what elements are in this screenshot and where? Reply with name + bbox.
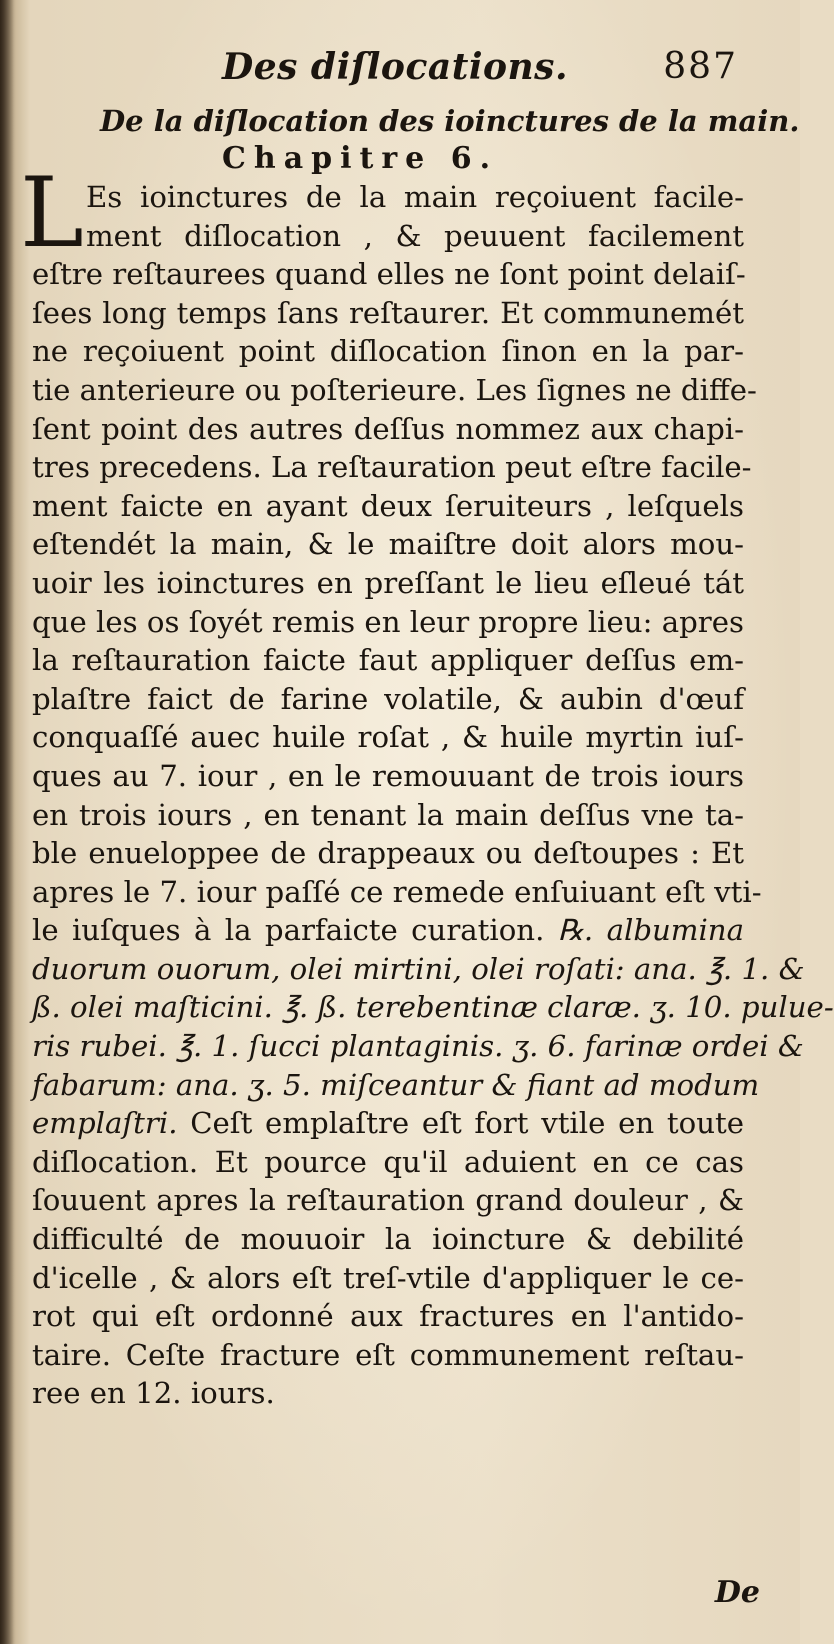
page-header [200, 46, 760, 102]
body-text [32, 178, 834, 1413]
text-line: ß. olei maſticini. ℥. ß. terebentinæ claræ. ʒ. 10. pulue- [32, 990, 834, 1025]
text-line: tie anterieure ou poſterieure. Les ſignes ne diffe- [32, 372, 757, 407]
text-line: plaſtre faict de farine volatile, & aubin d'œuf [32, 681, 744, 716]
text-line: le iuſques à la parfaicte curation. ℞. albumina [32, 913, 745, 948]
text-line: ſouuent apres la reſtauration grand douleur , & [32, 1183, 744, 1218]
text-line: ble enueloppee de drappeaux ou deſtoupes : Et [32, 836, 744, 871]
text-line: duorum ouorum, olei mirtini, olei roſati: ana. ℥. 1. & [32, 951, 805, 986]
running-title: Des diſlocations. [222, 46, 568, 88]
drop-capital: L [20, 157, 84, 269]
text-line: conquaſſé auec huile roſat , & huile myrtin iuſ- [32, 720, 744, 755]
text-line: que les os ſoyét remis en leur propre lieu: apres [32, 604, 744, 639]
text-line: ne reçoiuent point diſlocation ſinon en la par- [32, 334, 744, 369]
chapter-heading: De la diſlocation des ioinctures de la main. [100, 104, 800, 138]
text-line: taire. Ceſte fracture eſt communement reſtau- [32, 1337, 744, 1372]
text-line: rot qui eſt ordonné aux fractures en l'antido- [32, 1299, 744, 1334]
text-line: ree en 12. iours. [32, 1376, 275, 1411]
text-line: la reſtauration faicte faut appliquer deſſus em- [32, 643, 744, 678]
text-line: eſtre reſtaurees quand elles ne ſont point delaiſ- [32, 257, 746, 292]
text-line: ſees long temps ſans reſtaurer. Et communemét [32, 295, 744, 330]
text-line: fabarum: ana. ʒ. 5. miſceantur & fiant ad modum [32, 1067, 760, 1102]
text-line: ment diſlocation , & peuuent facilement [86, 218, 744, 253]
text-line: eſtendét la main, & le maiſtre doit alors mou- [32, 527, 744, 562]
text-line: difficulté de mouuoir la ioincture & debilité [32, 1222, 744, 1257]
chapter-number: Chapitre 6. [222, 141, 499, 176]
text-line: diſlocation. Et pource qu'il aduient en ce cas [32, 1144, 744, 1179]
text-line: tres precedens. La reſtauration peut eſtre facile- [32, 450, 752, 485]
text-line: ſent point des autres deſſus nommez aux chapi- [32, 411, 744, 446]
page-number: 887 [663, 46, 738, 87]
text-line: uoir les ioinctures en preſſant le lieu eſleué tát [32, 565, 744, 600]
catchword: De [714, 1575, 760, 1610]
text-line: ris rubei. ℥. 1. ſucci plantaginis. ʒ. 6. farinæ ordei & [32, 1029, 804, 1064]
text-line: ment faicte en ayant deux ſeruiteurs , leſquels [32, 488, 744, 523]
text-line: emplaſtri. Ceſt emplaſtre eſt fort vtile en toute [32, 1106, 744, 1141]
text-line: d'icelle , & alors eſt treſ-vtile d'appliquer le ce- [32, 1260, 744, 1295]
text-line: Es ioinctures de la main reçoiuent facile- [86, 180, 744, 214]
gutter-shadow [0, 0, 14, 1644]
text-line: apres le 7. iour paſſé ce remede enſuiuant eſt vti- [32, 874, 762, 909]
text-line: ques au 7. iour , en le remouuant de trois iours [32, 758, 744, 793]
text-line: en trois iours , en tenant la main deſſus vne ta- [32, 797, 744, 832]
